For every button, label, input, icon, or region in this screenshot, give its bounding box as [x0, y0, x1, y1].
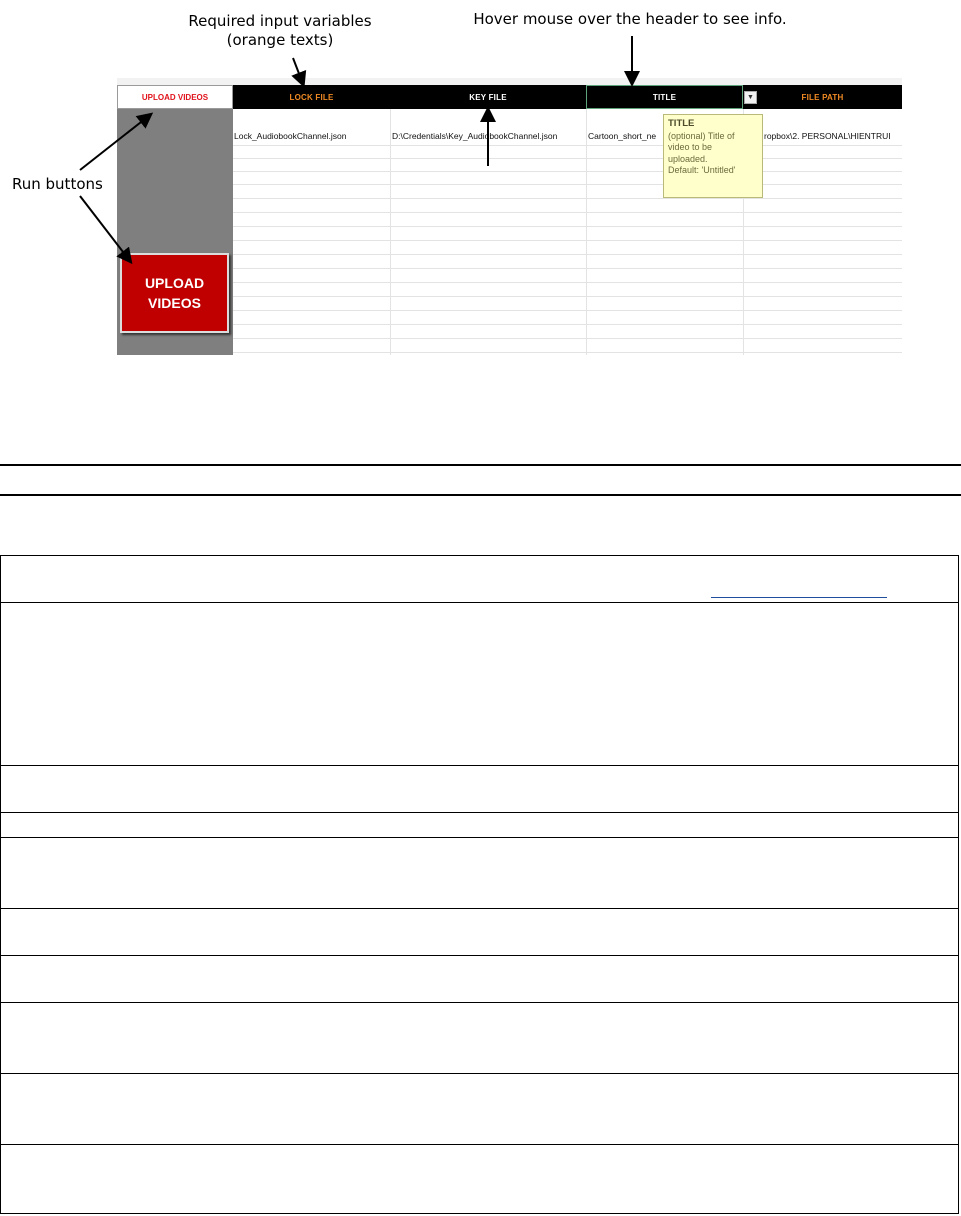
tooltip-line: Default: 'Untitled' — [668, 165, 736, 175]
cell-lock-file[interactable]: Lock_AudiobookChannel.json — [234, 131, 347, 141]
link-underline[interactable] — [711, 597, 887, 598]
button-label-line: VIDEOS — [148, 295, 201, 311]
upload-videos-button-small[interactable]: UPLOAD VIDEOS — [117, 85, 233, 109]
document-table — [0, 555, 961, 1215]
run-buttons-annotation: Run buttons — [12, 175, 103, 193]
table-row — [0, 602, 959, 766]
tooltip-line: uploaded. — [668, 153, 708, 164]
cell-key-file[interactable]: D:\Credentials\Key_AudiobookChannel.json — [392, 131, 558, 141]
hover-hint-annotation: Hover mouse over the header to see info. — [473, 10, 787, 28]
annotation-arrows — [0, 0, 961, 360]
filter-dropdown-icon[interactable]: ▼ — [744, 91, 757, 104]
table-row — [0, 765, 959, 813]
tooltip-line: (optional) Title of — [668, 130, 735, 141]
header-title[interactable]: TITLE — [586, 85, 743, 109]
header-key-file[interactable]: KEY FILE — [390, 85, 586, 109]
tooltip-line: video to be — [668, 142, 713, 152]
header-lock-file[interactable]: LOCK FILE — [233, 85, 390, 109]
table-row — [0, 955, 959, 1003]
arrow-run-large — [80, 196, 130, 261]
table-row — [0, 1002, 959, 1074]
arrow-required — [293, 58, 303, 84]
table-row — [0, 908, 959, 956]
cell-title[interactable]: Cartoon_short_ne — [588, 131, 657, 141]
table-row — [0, 1144, 959, 1214]
table-row — [0, 812, 959, 838]
cell-file-path[interactable]: ropbox\2. PERSONAL\HIENTRUI — [764, 131, 891, 141]
tooltip-title: TITLE — [668, 118, 695, 129]
table-row — [0, 555, 959, 603]
divider-top — [0, 464, 961, 466]
table-row — [0, 837, 959, 909]
header-file-path[interactable]: FILE PATH — [743, 85, 902, 109]
table-row — [0, 1073, 959, 1145]
divider-bottom — [0, 494, 961, 496]
button-label-line: UPLOAD — [144, 275, 205, 291]
annotation-line: (orange texts) — [226, 31, 334, 49]
annotation-line: Required input variables — [188, 12, 372, 30]
arrow-run-small — [80, 115, 150, 170]
